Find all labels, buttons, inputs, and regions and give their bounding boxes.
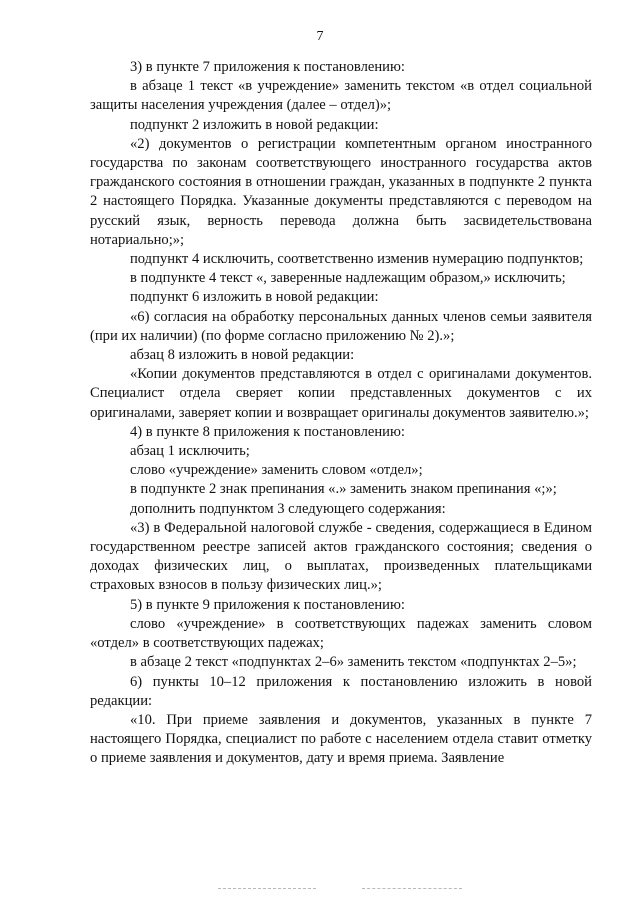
paragraph: в абзаце 2 текст «подпунктах 2–6» заменить текстом «подпунктах 2–5»; xyxy=(130,654,577,671)
paragraph: дополнить подпунктом 3 следующего содержания: xyxy=(130,500,446,517)
paragraph: «Копии документов представляются в отдел с оригиналами документов. Специалист отдела сверяет копии представленных документов с их оригиналами, заверяет копии и возвращает оригиналы документов заявителю.»; xyxy=(90,366,592,421)
paragraph: в подпункте 4 текст «, заверенные надлежащим образом,» исключить; xyxy=(130,270,566,287)
paragraph: 4) в пункте 8 приложения к постановлению: xyxy=(130,423,405,440)
paragraph: «10. При приеме заявления и документов, указанных в пункте 7 настоящего Порядка, специалист по работе с населением отдела ставит отметку о приеме заявления и документов, дату и время приема. Заявление xyxy=(90,711,592,767)
paragraph: 5) в пункте 9 приложения к постановлению: xyxy=(130,596,405,613)
paragraph: абзац 1 исключить; xyxy=(130,443,250,460)
document-body xyxy=(90,58,592,769)
paragraph: 3) в пункте 7 приложения к постановлению: xyxy=(130,59,405,75)
footer-rule-left xyxy=(218,888,316,889)
paragraph: «2) документов о регистрации компетентным органом иностранного государства по законам соответствующего иностранного государства актов гражданского состояния в отношении граждан, указанных в подпункте 2 пункта 2 настоящего Порядка. Указанные документы представляются с переводом на русский язык, верность перевода должна быть засвидетельствована нотариально;»; xyxy=(90,135,592,248)
paragraph: в абзаце 1 текст «в учреждение» заменить текстом «в отдел социальной защиты населения учреждения (далее – отдел)»; xyxy=(90,78,592,114)
paragraph: подпункт 4 исключить, соответственно изменив нумерацию подпунктов; xyxy=(130,251,584,268)
paragraph: подпункт 2 изложить в новой редакции: xyxy=(130,116,379,133)
paragraph: абзац 8 изложить в новой редакции: xyxy=(130,347,355,364)
footer-rule-right xyxy=(362,888,462,889)
paragraph: слово «учреждение» в соответствующих падежах заменить словом «отдел» в соответствующих падежах; xyxy=(90,615,592,652)
page-number: 7 xyxy=(316,29,324,44)
paragraph: подпункт 6 изложить в новой редакции: xyxy=(130,289,379,306)
paragraph: «6) согласия на обработку персональных данных членов семьи заявителя (при их наличии) (по форме согласно приложению № 2).»; xyxy=(90,308,592,344)
paragraph: «3) в Федеральной налоговой службе - сведения, содержащиеся в Едином государственном реестре записей актов гражданского состояния; сведения о доходах физических лиц, о выплатах, произведенных плательщиками страховых взносов в пользу физических лиц.»; xyxy=(90,519,592,594)
paragraph: в подпункте 2 знак препинания «.» заменить знаком препинания «;»; xyxy=(130,481,557,498)
paragraph: 6) пункты 10–12 приложения к постановлению изложить в новой редакции: xyxy=(90,673,592,709)
paragraph: слово «учреждение» заменить словом «отдел»; xyxy=(130,462,423,479)
